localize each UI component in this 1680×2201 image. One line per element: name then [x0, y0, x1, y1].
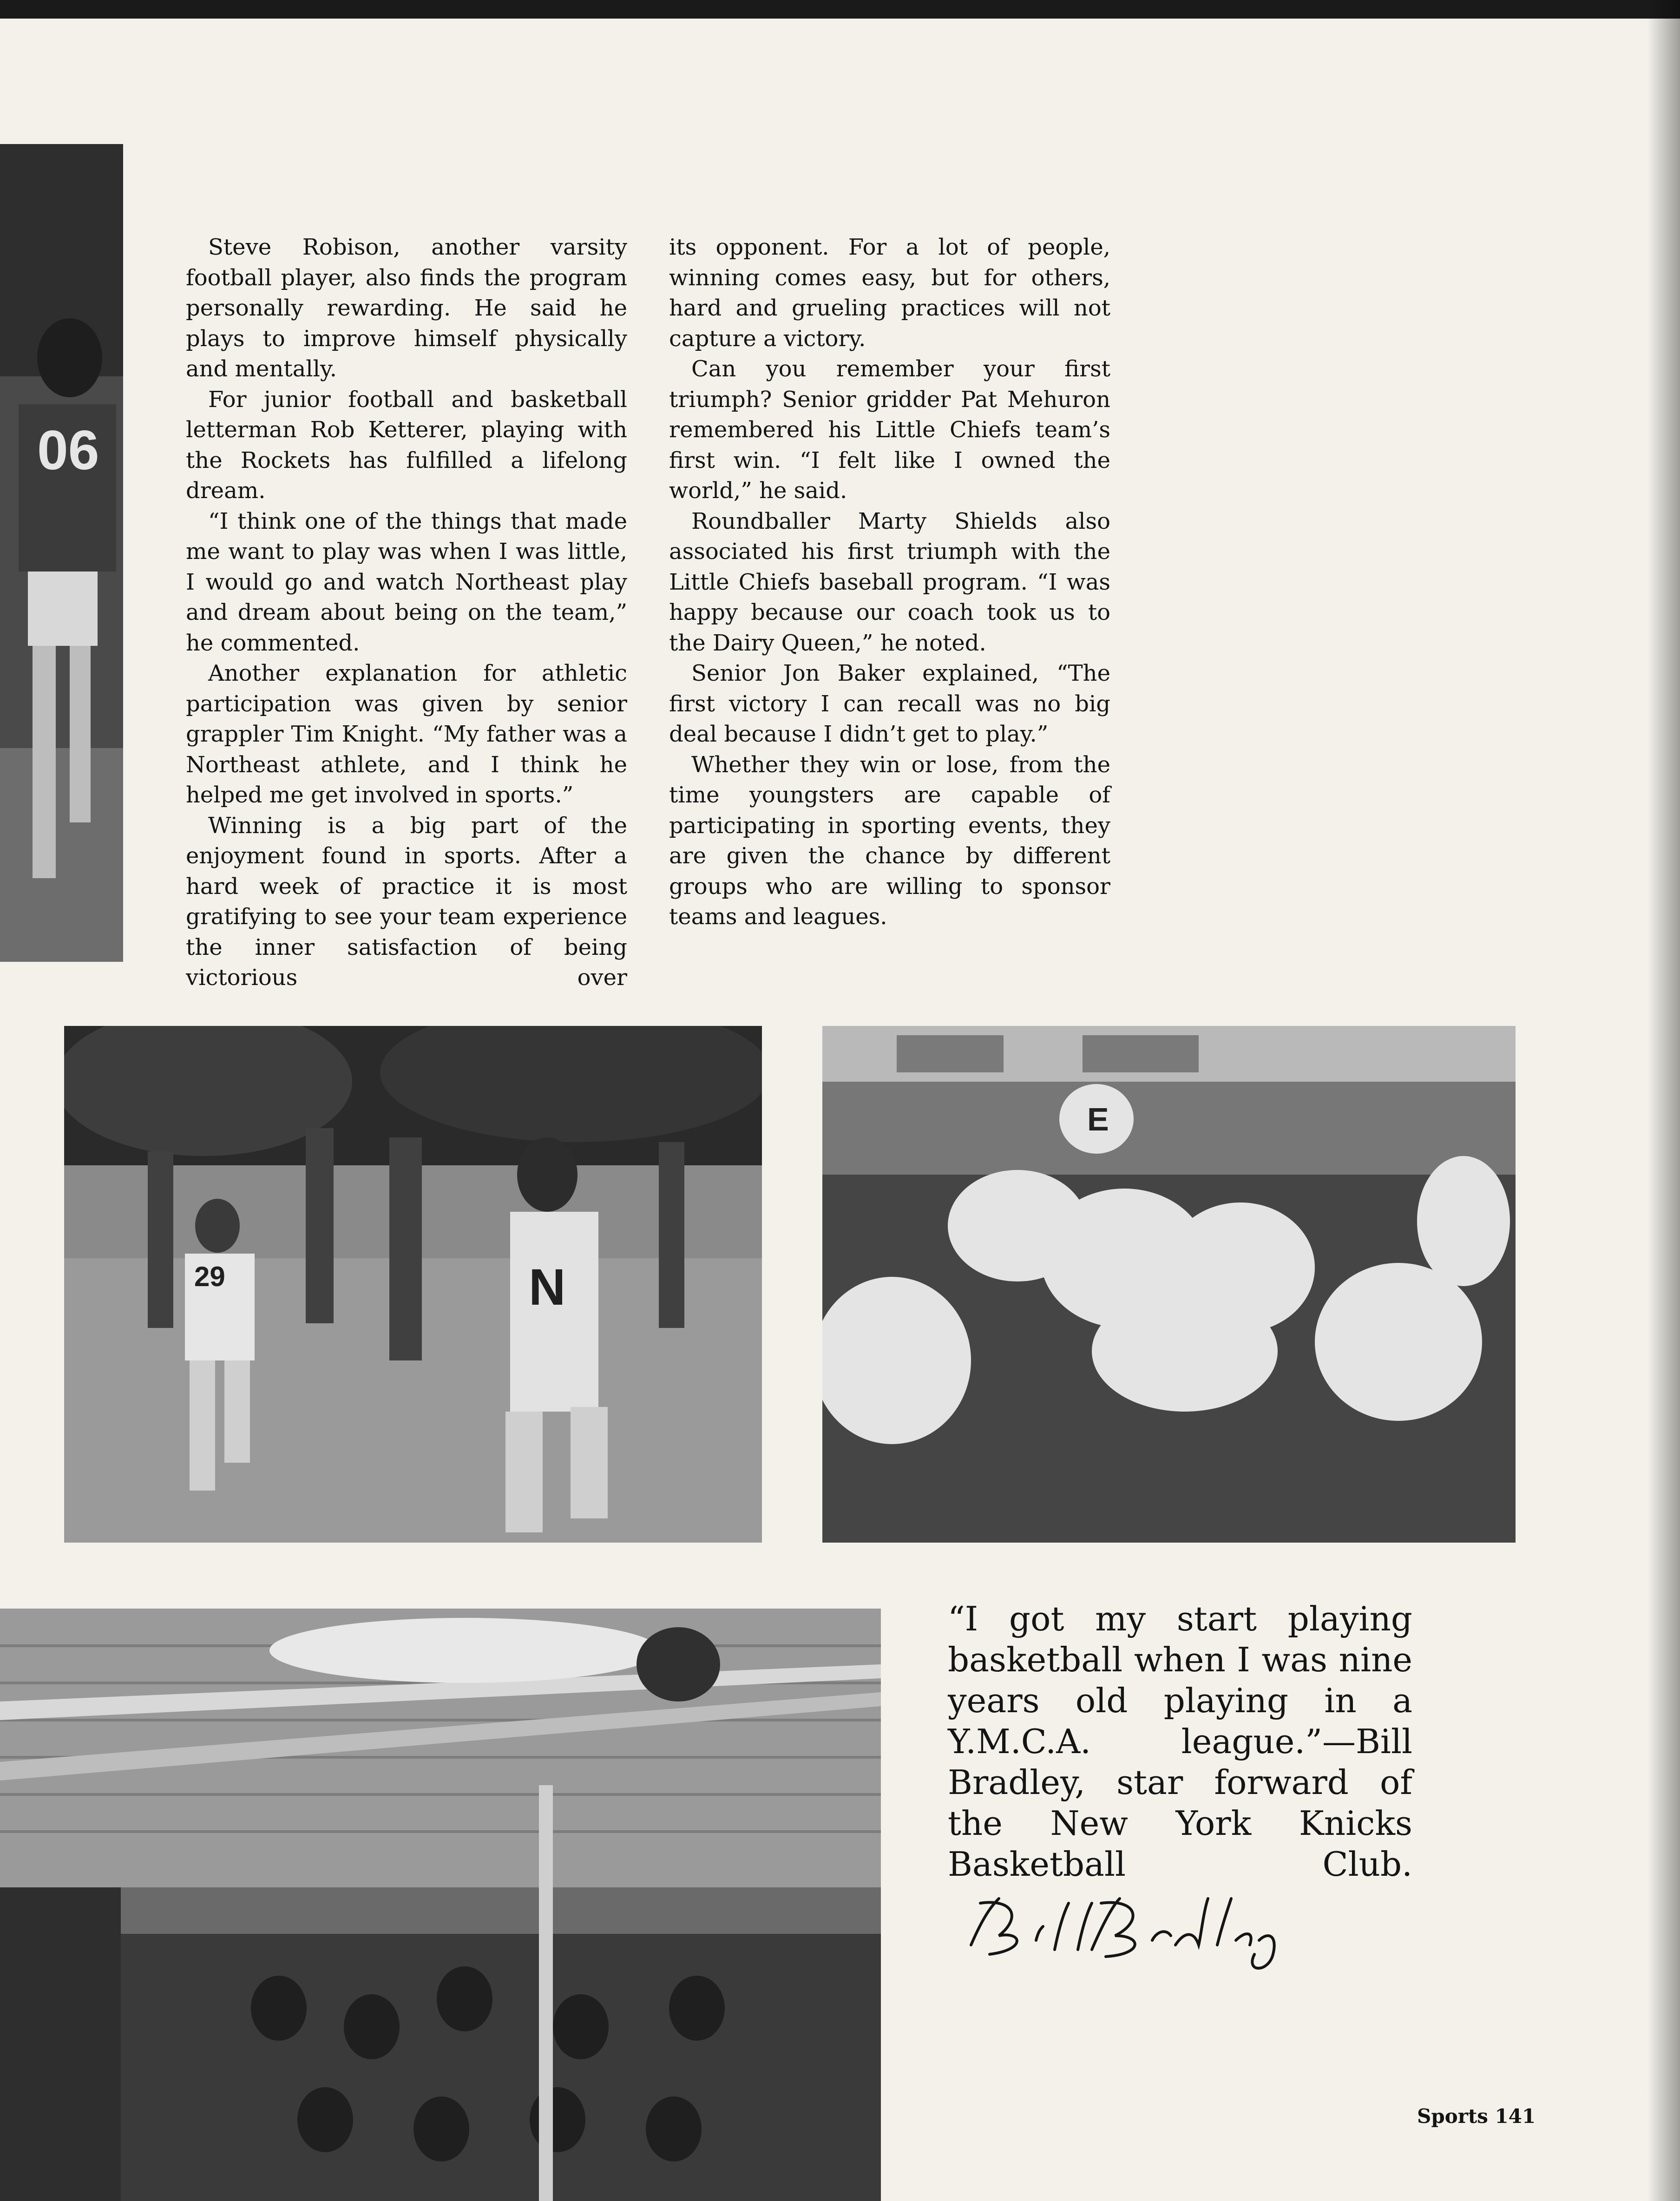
paragraph: its opponent. For a lot of people, winning comes easy, but for others, hard and grueling practices will not capture a victory.	[669, 234, 1110, 352]
photo-football	[822, 1026, 1516, 1543]
page-spine-shadow	[1647, 0, 1680, 2201]
paragraph: Another explanation for athletic participation was given by senior grappler Tim Knight. “My father was a Northeast athlete, and I think he helped me get involved in sports.”	[186, 660, 627, 808]
helmet-letter-text: E	[1087, 1101, 1109, 1137]
paragraph: For junior football and basketball letterman Rob Ketterer, playing with the Rockets has fulfilled a lifelong dream.	[186, 386, 627, 504]
pull-quote	[948, 1598, 1412, 1986]
photo-high-jump	[0, 1609, 881, 2201]
page-top-edge	[0, 0, 1680, 19]
paragraph: “I think one of the things that made me want to play was when I was little, I would go and watch Northeast play and dream about being on the team,” he commented.	[186, 508, 627, 656]
paragraph: Winning is a big part of the enjoyment found in sports. After a hard week of practice it is most gratifying to see your team experience the inner satisfaction of being victorious over	[186, 812, 627, 991]
paragraph: Can you remember your first triumph? Senior gridder Pat Mehuron remembered his Little Chiefs team’s first win. “I felt like I owned the world,” he said.	[669, 356, 1110, 504]
paragraph: Whether they win or lose, from the time youngsters are capable of participating in sporting events, they are given the chance by different groups who are willing to sponsor teams and leagues.	[669, 751, 1110, 930]
quote-text: “I got my start playing basketball when I was nine years old playing in a Y.M.C.A. league.”—Bill Bradley, star forward of the New York Knicks Basketball Club.	[948, 1599, 1412, 1884]
signature-bill-bradley	[957, 1885, 1292, 1986]
paragraph: Roundballer Marty Shields also associated his first triumph with the Little Chiefs baseball program. “I was happy because our coach took us to the Dairy Queen,” he noted.	[669, 508, 1110, 656]
photo-cross-country	[64, 1026, 762, 1543]
paragraph: Senior Jon Baker explained, “The first victory I can recall was no big deal because I didn’t get to play.”	[669, 660, 1110, 747]
article-column-left	[186, 232, 627, 993]
runner-bib-text: 29	[194, 1261, 225, 1292]
paragraph: Steve Robison, another varsity football player, also finds the program personally rewarding. He said he plays to improve himself physically and mentally.	[186, 234, 627, 382]
page-number: Sports 141	[1417, 2105, 1536, 2128]
photo-left-strip	[0, 144, 123, 962]
article-column-right	[669, 232, 1110, 933]
jersey-number-text: 06	[37, 419, 99, 481]
runner-letter-text: N	[529, 1259, 566, 1316]
